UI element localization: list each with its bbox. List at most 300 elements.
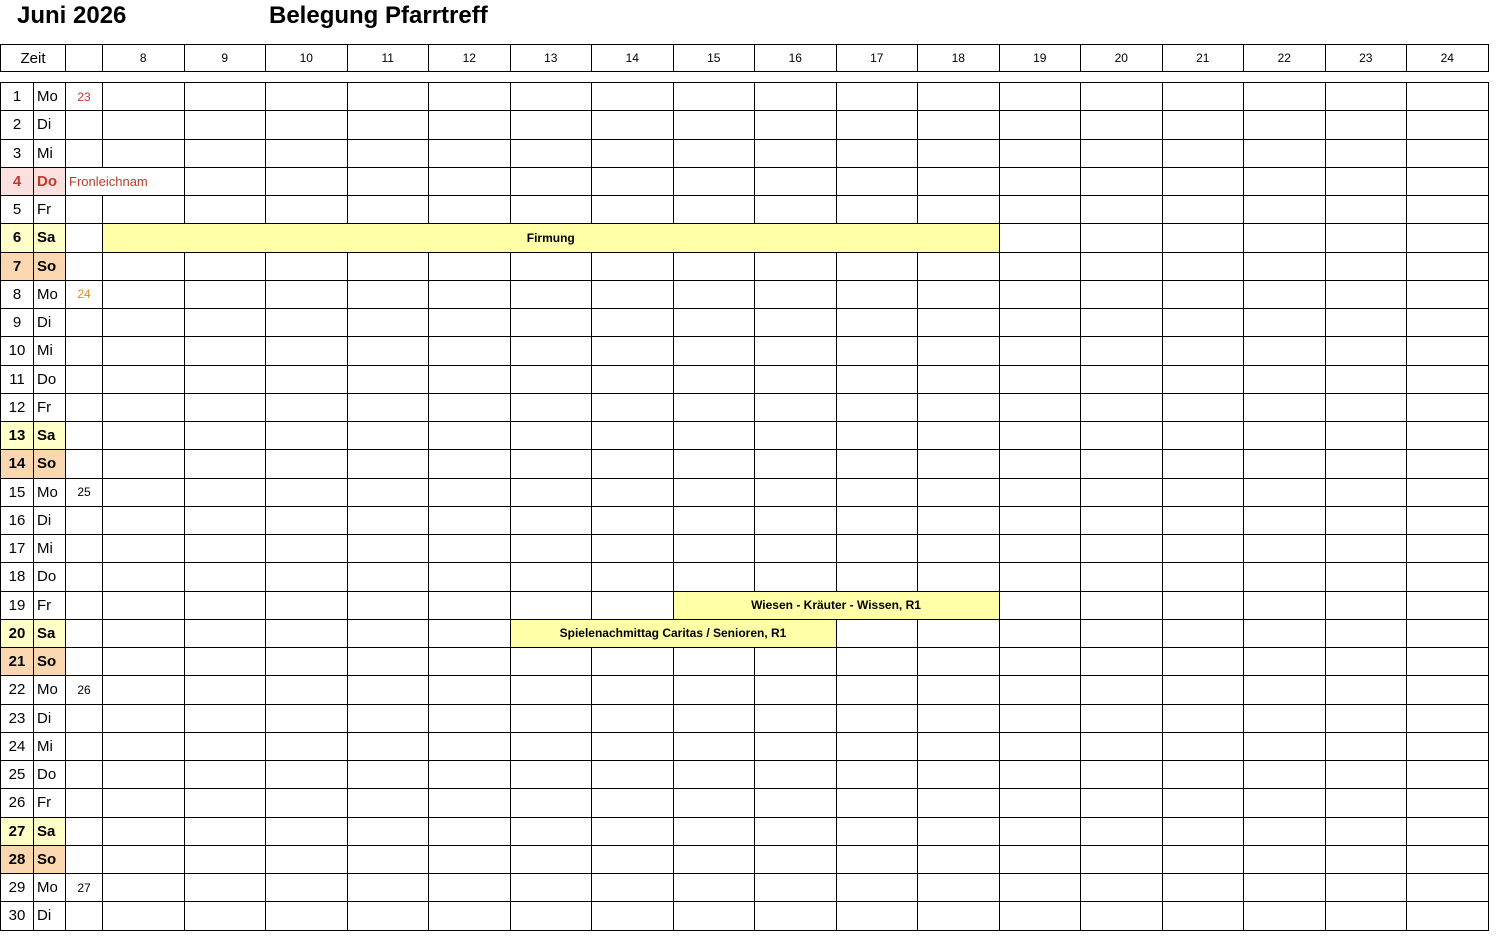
time-slot-cell[interactable] (1080, 562, 1163, 591)
time-slot-cell[interactable] (510, 562, 593, 591)
time-slot-cell[interactable] (917, 167, 1000, 196)
time-slot-cell[interactable] (1325, 760, 1408, 789)
time-slot-cell[interactable] (673, 478, 756, 507)
time-slot-cell[interactable] (1243, 252, 1326, 281)
time-slot-cell[interactable] (917, 336, 1000, 365)
time-slot-cell[interactable] (917, 421, 1000, 450)
time-slot-cell[interactable] (1080, 845, 1163, 874)
time-slot-cell[interactable] (754, 110, 837, 139)
time-slot-cell[interactable] (428, 195, 511, 224)
time-slot-cell[interactable] (999, 252, 1082, 281)
time-slot-cell[interactable] (1325, 788, 1408, 817)
time-slot-cell[interactable] (917, 393, 1000, 422)
time-slot-cell[interactable] (184, 760, 267, 789)
time-slot-cell[interactable] (510, 704, 593, 733)
time-slot-cell[interactable] (265, 901, 348, 930)
time-slot-cell[interactable] (347, 139, 430, 168)
time-slot-cell[interactable] (102, 139, 185, 168)
time-slot-cell[interactable] (1080, 308, 1163, 337)
time-slot-cell[interactable] (102, 195, 185, 224)
time-slot-cell[interactable] (347, 167, 430, 196)
time-slot-cell[interactable] (1080, 478, 1163, 507)
time-slot-cell[interactable] (265, 760, 348, 789)
time-slot-cell[interactable] (591, 280, 674, 309)
time-slot-cell[interactable] (1406, 223, 1489, 252)
time-slot-cell[interactable] (1243, 817, 1326, 846)
time-slot-cell[interactable] (102, 449, 185, 478)
time-slot-cell[interactable] (184, 393, 267, 422)
time-slot-cell[interactable] (917, 704, 1000, 733)
time-slot-cell[interactable] (102, 365, 185, 394)
time-slot-cell[interactable] (1243, 732, 1326, 761)
time-slot-cell[interactable] (184, 110, 267, 139)
time-slot-cell[interactable] (347, 308, 430, 337)
time-slot-cell[interactable] (917, 845, 1000, 874)
time-slot-cell[interactable] (428, 506, 511, 535)
time-slot-cell[interactable] (836, 675, 919, 704)
time-slot-cell[interactable] (754, 534, 837, 563)
time-slot-cell[interactable] (999, 195, 1082, 224)
time-slot-cell[interactable] (347, 449, 430, 478)
time-slot-cell[interactable] (510, 675, 593, 704)
time-slot-cell[interactable] (102, 506, 185, 535)
time-slot-cell[interactable] (347, 82, 430, 111)
time-slot-cell[interactable] (265, 280, 348, 309)
time-slot-cell[interactable] (102, 647, 185, 676)
time-slot-cell[interactable] (836, 619, 919, 648)
time-slot-cell[interactable] (265, 449, 348, 478)
time-slot-cell[interactable] (999, 223, 1082, 252)
time-slot-cell[interactable] (1162, 817, 1245, 846)
time-slot-cell[interactable] (1325, 534, 1408, 563)
time-slot-cell[interactable] (347, 365, 430, 394)
time-slot-cell[interactable] (184, 647, 267, 676)
time-slot-cell[interactable] (428, 817, 511, 846)
time-slot-cell[interactable] (673, 110, 756, 139)
time-slot-cell[interactable] (102, 478, 185, 507)
time-slot-cell[interactable] (673, 449, 756, 478)
time-slot-cell[interactable] (591, 760, 674, 789)
time-slot-cell[interactable] (1406, 534, 1489, 563)
time-slot-cell[interactable] (1162, 591, 1245, 620)
time-slot-cell[interactable] (184, 845, 267, 874)
time-slot-cell[interactable] (917, 195, 1000, 224)
time-slot-cell[interactable] (917, 308, 1000, 337)
time-slot-cell[interactable] (754, 562, 837, 591)
time-slot-cell[interactable] (1243, 308, 1326, 337)
time-slot-cell[interactable] (265, 421, 348, 450)
time-slot-cell[interactable] (1406, 478, 1489, 507)
time-slot-cell[interactable] (347, 195, 430, 224)
time-slot-cell[interactable] (1162, 393, 1245, 422)
time-slot-cell[interactable] (184, 562, 267, 591)
time-slot-cell[interactable] (265, 873, 348, 902)
time-slot-cell[interactable] (184, 788, 267, 817)
time-slot-cell[interactable] (428, 788, 511, 817)
time-slot-cell[interactable] (754, 139, 837, 168)
time-slot-cell[interactable] (1080, 449, 1163, 478)
time-slot-cell[interactable] (836, 365, 919, 394)
time-slot-cell[interactable] (917, 82, 1000, 111)
time-slot-cell[interactable] (673, 82, 756, 111)
time-slot-cell[interactable] (1080, 506, 1163, 535)
time-slot-cell[interactable] (347, 393, 430, 422)
time-slot-cell[interactable] (1325, 280, 1408, 309)
time-slot-cell[interactable] (428, 421, 511, 450)
time-slot-cell[interactable] (591, 195, 674, 224)
time-slot-cell[interactable] (917, 788, 1000, 817)
time-slot-cell[interactable] (836, 732, 919, 761)
time-slot-cell[interactable] (999, 704, 1082, 733)
time-slot-cell[interactable] (347, 421, 430, 450)
time-slot-cell[interactable] (265, 336, 348, 365)
time-slot-cell[interactable] (1080, 591, 1163, 620)
time-slot-cell[interactable] (591, 139, 674, 168)
time-slot-cell[interactable] (1325, 421, 1408, 450)
time-slot-cell[interactable] (184, 901, 267, 930)
time-slot-cell[interactable] (1406, 845, 1489, 874)
time-slot-cell[interactable] (1406, 139, 1489, 168)
time-slot-cell[interactable] (673, 760, 756, 789)
time-slot-cell[interactable] (999, 619, 1082, 648)
time-slot-cell[interactable] (754, 280, 837, 309)
time-slot-cell[interactable] (1080, 873, 1163, 902)
time-slot-cell[interactable] (754, 788, 837, 817)
time-slot-cell[interactable] (102, 788, 185, 817)
time-slot-cell[interactable] (347, 252, 430, 281)
time-slot-cell[interactable] (1080, 110, 1163, 139)
time-slot-cell[interactable] (999, 308, 1082, 337)
time-slot-cell[interactable] (102, 393, 185, 422)
time-slot-cell[interactable] (184, 449, 267, 478)
time-slot-cell[interactable] (510, 732, 593, 761)
time-slot-cell[interactable] (1243, 365, 1326, 394)
time-slot-cell[interactable] (184, 336, 267, 365)
time-slot-cell[interactable] (184, 308, 267, 337)
time-slot-cell[interactable] (428, 675, 511, 704)
time-slot-cell[interactable] (102, 252, 185, 281)
time-slot-cell[interactable] (1406, 336, 1489, 365)
time-slot-cell[interactable] (1325, 506, 1408, 535)
time-slot-cell[interactable] (673, 280, 756, 309)
time-slot-cell[interactable] (1243, 873, 1326, 902)
time-slot-cell[interactable] (510, 82, 593, 111)
time-slot-cell[interactable] (184, 365, 267, 394)
time-slot-cell[interactable] (836, 280, 919, 309)
time-slot-cell[interactable] (1406, 421, 1489, 450)
time-slot-cell[interactable] (428, 336, 511, 365)
time-slot-cell[interactable] (591, 449, 674, 478)
time-slot-cell[interactable] (1406, 393, 1489, 422)
time-slot-cell[interactable] (102, 732, 185, 761)
time-slot-cell[interactable] (1406, 873, 1489, 902)
time-slot-cell[interactable] (1406, 704, 1489, 733)
time-slot-cell[interactable] (1080, 817, 1163, 846)
time-slot-cell[interactable] (510, 195, 593, 224)
time-slot-cell[interactable] (102, 845, 185, 874)
time-slot-cell[interactable] (754, 506, 837, 535)
time-slot-cell[interactable] (754, 252, 837, 281)
time-slot-cell[interactable] (591, 845, 674, 874)
time-slot-cell[interactable] (428, 393, 511, 422)
time-slot-cell[interactable] (591, 562, 674, 591)
time-slot-cell[interactable] (510, 336, 593, 365)
time-slot-cell[interactable] (1243, 393, 1326, 422)
time-slot-cell[interactable] (347, 845, 430, 874)
time-slot-cell[interactable] (510, 534, 593, 563)
time-slot-cell[interactable] (184, 421, 267, 450)
time-slot-cell[interactable] (754, 167, 837, 196)
time-slot-cell[interactable] (265, 139, 348, 168)
time-slot-cell[interactable] (754, 82, 837, 111)
time-slot-cell[interactable] (510, 873, 593, 902)
time-slot-cell[interactable] (754, 704, 837, 733)
time-slot-cell[interactable] (347, 732, 430, 761)
time-slot-cell[interactable] (265, 167, 348, 196)
time-slot-cell[interactable] (1406, 562, 1489, 591)
time-slot-cell[interactable] (754, 732, 837, 761)
time-slot-cell[interactable] (1243, 195, 1326, 224)
time-slot-cell[interactable] (1243, 280, 1326, 309)
time-slot-cell[interactable] (1243, 845, 1326, 874)
time-slot-cell[interactable] (836, 478, 919, 507)
time-slot-cell[interactable] (184, 139, 267, 168)
time-slot-cell[interactable] (102, 619, 185, 648)
time-slot-cell[interactable] (999, 139, 1082, 168)
time-slot-cell[interactable] (1325, 167, 1408, 196)
time-slot-cell[interactable] (428, 280, 511, 309)
time-slot-cell[interactable] (1406, 901, 1489, 930)
time-slot-cell[interactable] (754, 647, 837, 676)
time-slot-cell[interactable] (917, 732, 1000, 761)
time-slot-cell[interactable] (265, 393, 348, 422)
time-slot-cell[interactable] (184, 167, 267, 196)
time-slot-cell[interactable] (917, 901, 1000, 930)
time-slot-cell[interactable] (1162, 788, 1245, 817)
time-slot-cell[interactable] (510, 817, 593, 846)
time-slot-cell[interactable] (1325, 336, 1408, 365)
time-slot-cell[interactable] (347, 788, 430, 817)
time-slot-cell[interactable] (1080, 82, 1163, 111)
time-slot-cell[interactable] (102, 82, 185, 111)
time-slot-cell[interactable] (1162, 675, 1245, 704)
time-slot-cell[interactable] (836, 873, 919, 902)
time-slot-cell[interactable] (102, 562, 185, 591)
time-slot-cell[interactable] (1406, 591, 1489, 620)
time-slot-cell[interactable] (1325, 478, 1408, 507)
time-slot-cell[interactable] (754, 195, 837, 224)
time-slot-cell[interactable] (836, 901, 919, 930)
time-slot-cell[interactable] (673, 845, 756, 874)
time-slot-cell[interactable] (1325, 393, 1408, 422)
time-slot-cell[interactable] (428, 704, 511, 733)
time-slot-cell[interactable] (1325, 449, 1408, 478)
time-slot-cell[interactable] (1243, 506, 1326, 535)
time-slot-cell[interactable] (917, 139, 1000, 168)
time-slot-cell[interactable] (1162, 139, 1245, 168)
time-slot-cell[interactable] (1406, 110, 1489, 139)
time-slot-cell[interactable] (184, 506, 267, 535)
time-slot-cell[interactable] (347, 675, 430, 704)
time-slot-cell[interactable] (102, 817, 185, 846)
time-slot-cell[interactable] (265, 704, 348, 733)
time-slot-cell[interactable] (591, 534, 674, 563)
time-slot-cell[interactable] (591, 393, 674, 422)
time-slot-cell[interactable] (999, 760, 1082, 789)
time-slot-cell[interactable] (917, 110, 1000, 139)
time-slot-cell[interactable] (184, 619, 267, 648)
time-slot-cell[interactable] (1162, 252, 1245, 281)
time-slot-cell[interactable] (1080, 901, 1163, 930)
time-slot-cell[interactable] (265, 110, 348, 139)
time-slot-cell[interactable] (673, 506, 756, 535)
time-slot-cell[interactable] (999, 478, 1082, 507)
time-slot-cell[interactable] (999, 817, 1082, 846)
time-slot-cell[interactable] (184, 252, 267, 281)
time-slot-cell[interactable] (510, 280, 593, 309)
time-slot-cell[interactable] (1162, 562, 1245, 591)
time-slot-cell[interactable] (347, 591, 430, 620)
time-slot-cell[interactable] (510, 449, 593, 478)
time-slot-cell[interactable] (265, 845, 348, 874)
time-slot-cell[interactable] (1243, 562, 1326, 591)
time-slot-cell[interactable] (1080, 223, 1163, 252)
time-slot-cell[interactable] (510, 478, 593, 507)
time-slot-cell[interactable] (754, 308, 837, 337)
time-slot-cell[interactable] (673, 195, 756, 224)
time-slot-cell[interactable] (428, 534, 511, 563)
time-slot-cell[interactable] (1080, 675, 1163, 704)
time-slot-cell[interactable] (673, 647, 756, 676)
time-slot-cell[interactable] (1325, 365, 1408, 394)
time-slot-cell[interactable] (1406, 732, 1489, 761)
time-slot-cell[interactable] (1243, 647, 1326, 676)
time-slot-cell[interactable] (510, 845, 593, 874)
time-slot-cell[interactable] (836, 167, 919, 196)
time-slot-cell[interactable] (510, 139, 593, 168)
time-slot-cell[interactable] (917, 562, 1000, 591)
time-slot-cell[interactable] (999, 365, 1082, 394)
time-slot-cell[interactable] (1080, 619, 1163, 648)
time-slot-cell[interactable] (836, 647, 919, 676)
time-slot-cell[interactable] (999, 280, 1082, 309)
time-slot-cell[interactable] (673, 167, 756, 196)
time-slot-cell[interactable] (265, 365, 348, 394)
time-slot-cell[interactable] (673, 421, 756, 450)
time-slot-cell[interactable] (1162, 478, 1245, 507)
time-slot-cell[interactable] (1080, 336, 1163, 365)
time-slot-cell[interactable] (102, 534, 185, 563)
time-slot-cell[interactable] (836, 308, 919, 337)
time-slot-cell[interactable] (999, 167, 1082, 196)
time-slot-cell[interactable] (673, 534, 756, 563)
time-slot-cell[interactable] (836, 393, 919, 422)
time-slot-cell[interactable] (428, 873, 511, 902)
time-slot-cell[interactable] (510, 365, 593, 394)
time-slot-cell[interactable] (347, 336, 430, 365)
time-slot-cell[interactable] (184, 82, 267, 111)
time-slot-cell[interactable] (1406, 82, 1489, 111)
time-slot-cell[interactable] (1406, 365, 1489, 394)
time-slot-cell[interactable] (1162, 195, 1245, 224)
time-slot-cell[interactable] (428, 647, 511, 676)
time-slot-cell[interactable] (265, 308, 348, 337)
time-slot-cell[interactable] (1406, 817, 1489, 846)
time-slot-cell[interactable] (1162, 365, 1245, 394)
time-slot-cell[interactable] (510, 167, 593, 196)
time-slot-cell[interactable] (1325, 252, 1408, 281)
time-slot-cell[interactable] (999, 647, 1082, 676)
time-slot-cell[interactable] (1325, 675, 1408, 704)
time-slot-cell[interactable] (265, 619, 348, 648)
time-slot-cell[interactable] (510, 393, 593, 422)
time-slot-cell[interactable] (1406, 167, 1489, 196)
time-slot-cell[interactable] (673, 393, 756, 422)
time-slot-cell[interactable] (1080, 760, 1163, 789)
time-slot-cell[interactable] (836, 506, 919, 535)
time-slot-cell[interactable] (265, 647, 348, 676)
time-slot-cell[interactable] (102, 873, 185, 902)
time-slot-cell[interactable] (1080, 280, 1163, 309)
time-slot-cell[interactable] (999, 421, 1082, 450)
time-slot-cell[interactable] (673, 788, 756, 817)
time-slot-cell[interactable] (102, 336, 185, 365)
time-slot-cell[interactable] (428, 449, 511, 478)
time-slot-cell[interactable] (1406, 506, 1489, 535)
time-slot-cell[interactable] (836, 82, 919, 111)
time-slot-cell[interactable] (1243, 478, 1326, 507)
time-slot-cell[interactable] (754, 421, 837, 450)
time-slot-cell[interactable] (1162, 82, 1245, 111)
time-slot-cell[interactable] (1325, 139, 1408, 168)
time-slot-cell[interactable] (999, 591, 1082, 620)
time-slot-cell[interactable] (999, 534, 1082, 563)
time-slot-cell[interactable] (754, 365, 837, 394)
time-slot-cell[interactable] (1243, 449, 1326, 478)
time-slot-cell[interactable] (999, 82, 1082, 111)
time-slot-cell[interactable] (510, 421, 593, 450)
time-slot-cell[interactable] (347, 280, 430, 309)
time-slot-cell[interactable] (1080, 421, 1163, 450)
time-slot-cell[interactable] (1080, 252, 1163, 281)
time-slot-cell[interactable] (1406, 647, 1489, 676)
time-slot-cell[interactable] (836, 534, 919, 563)
time-slot-cell[interactable] (999, 845, 1082, 874)
time-slot-cell[interactable] (673, 139, 756, 168)
time-slot-cell[interactable] (754, 336, 837, 365)
time-slot-cell[interactable] (1162, 901, 1245, 930)
time-slot-cell[interactable] (754, 873, 837, 902)
time-slot-cell[interactable] (999, 675, 1082, 704)
time-slot-cell[interactable] (673, 308, 756, 337)
time-slot-cell[interactable] (1325, 619, 1408, 648)
time-slot-cell[interactable] (1162, 760, 1245, 789)
time-slot-cell[interactable] (265, 788, 348, 817)
time-slot-cell[interactable] (428, 167, 511, 196)
time-slot-cell[interactable] (428, 365, 511, 394)
time-slot-cell[interactable] (1162, 449, 1245, 478)
time-slot-cell[interactable] (1080, 534, 1163, 563)
time-slot-cell[interactable] (591, 167, 674, 196)
booking-event[interactable]: Firmung (102, 223, 1000, 252)
time-slot-cell[interactable] (347, 760, 430, 789)
time-slot-cell[interactable] (102, 308, 185, 337)
time-slot-cell[interactable] (184, 675, 267, 704)
time-slot-cell[interactable] (1243, 223, 1326, 252)
time-slot-cell[interactable] (917, 534, 1000, 563)
time-slot-cell[interactable] (1243, 619, 1326, 648)
time-slot-cell[interactable] (836, 252, 919, 281)
